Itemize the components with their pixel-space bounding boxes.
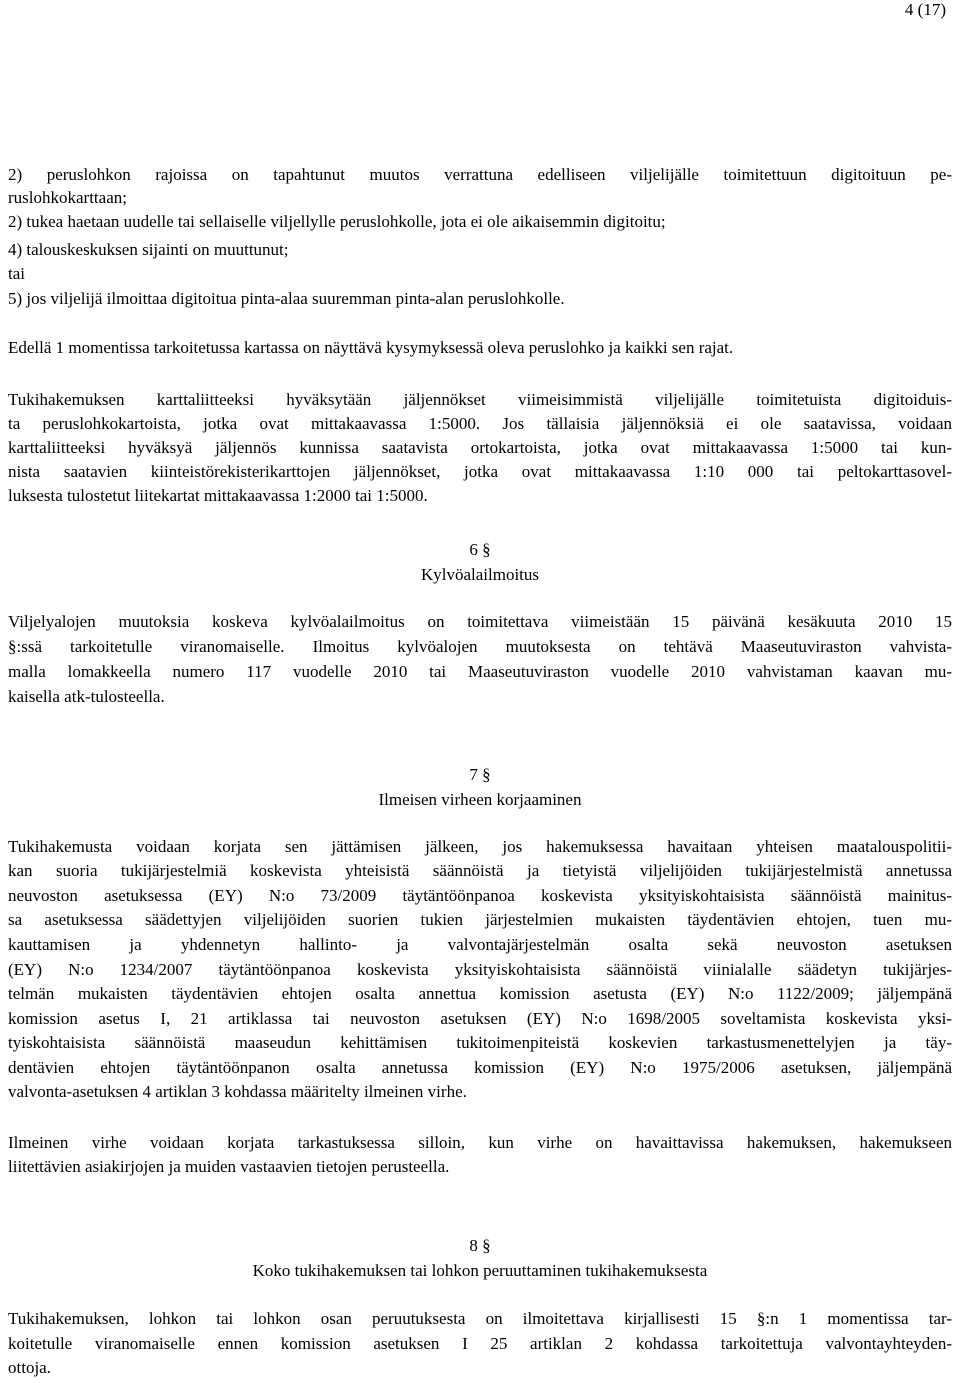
paragraph-line: ottoja.	[8, 1358, 51, 1377]
paragraph-line: tyiskohtaisista säännöistä maaseudun kehittämisen tukitoimenpiteistä koskevien tarkastusmenettelyjen ja täy-	[8, 1033, 952, 1052]
paragraph-line: Edellä 1 momentissa tarkoitetussa kartassa on näyttävä kysymyksessä oleva peruslohko ja kaikki sen rajat.	[8, 338, 734, 357]
paragraph-line: kaisella atk-tulosteella.	[8, 687, 165, 706]
list-item-line: 5) jos viljelijä ilmoittaa digitoitua pinta-alaa suuremman pinta-alan peruslohkolle.	[8, 289, 565, 308]
paragraph-line: kan suoria tukijärjestelmiä koskevista yhteisistä säännöistä ja tietyistä viljelijöiden tukijärjestelmistä annetussa	[8, 861, 952, 880]
paragraph-line: (EY) N:o 1234/2007 täytäntöönpanoa koskevista yksityiskohtaisista säännöistä viinialalle säädetyn tukijärjes-	[8, 960, 952, 979]
paragraph-line: komission asetus I, 21 artiklassa tai neuvoston asetuksen (EY) N:o 1698/2005 soveltamista koskevista yksi-	[8, 1009, 952, 1028]
page-number: 4 (17)	[904, 0, 946, 19]
section-title: Koko tukihakemuksen tai lohkon peruuttaminen tukihakemuksesta	[252, 1261, 708, 1280]
paragraph-line: telmän mukaisten täydentävien ehtojen osalta annettua komission asetusta (EY) N:o 1122/2009; jäljempänä	[8, 984, 952, 1003]
section-number: 8 §	[469, 1236, 491, 1255]
paragraph-line: dentävien ehtojen täytäntöönpanon osalta annetussa komission (EY) N:o 1975/2006 asetuksen, jäljempänä	[8, 1058, 952, 1077]
paragraph-line: ta peruslohkokartoista, jotka ovat mittakaavassa 1:5000. Jos tällaisia jäljennöksiä ei ole saatavissa, voidaan	[8, 414, 952, 433]
list-item-line: tai	[8, 264, 25, 283]
paragraph-line: Viljelyalojen muutoksia koskeva kylvöalailmoitus on toimitettava viimeistään 15 päivänä kesäkuuta 2010 15	[8, 612, 952, 631]
paragraph-line: koitetulle viranomaiselle ennen komission asetuksen I 25 artiklan 2 kohdassa tarkoitettuja valvontayhteyden-	[8, 1334, 952, 1353]
list-item-line: 2) peruslohkon rajoissa on tapahtunut muutos verrattuna edelliseen viljelijälle toimitettuun digitoituun pe-	[8, 165, 952, 184]
section-title: Kylvöalailmoitus	[420, 565, 540, 584]
paragraph-line: malla lomakkeella numero 117 vuodelle 2010 tai Maaseutuviraston vuodelle 2010 vahvistaman kaavan mu-	[8, 662, 952, 681]
list-item-line: 4) talouskeskuksen sijainti on muuttunut;	[8, 240, 289, 259]
list-item-line: ruslohkokarttaan;	[8, 188, 127, 207]
paragraph-line: karttaliitteeksi hyväksyä jäljennös kunnissa saatavista ortokartoista, jotka ovat mittakaavassa 1:5000 tai kun-	[8, 438, 952, 457]
section-title: Ilmeisen virheen korjaaminen	[378, 790, 582, 809]
paragraph-line: Tukihakemuksen, lohkon tai lohkon osan peruutuksesta on ilmoitettava kirjallisesti 15 §:n 1 momentissa tar-	[8, 1309, 952, 1328]
paragraph-line: sa asetuksessa säädettyjen viljelijöiden suorien tukien järjestelmien mukaisten täydentävien ehtojen, tuen mu-	[8, 910, 952, 929]
paragraph-line: nista saatavien kiinteistörekisterikarttojen jäljennökset, jotka ovat mittakaavassa 1:10 000 tai peltokarttasovel-	[8, 462, 952, 481]
paragraph-line: liitettävien asiakirjojen ja muiden vastaavien tietojen perusteella.	[8, 1157, 450, 1176]
section-number: 6 §	[469, 540, 491, 559]
paragraph-line: kauttamisen ja yhdennetyn hallinto- ja valvontajärjestelmän osalta sekä neuvoston asetuksen	[8, 935, 952, 954]
paragraph-line: luksesta tulostetut liitekartat mittakaavassa 1:2000 tai 1:5000.	[8, 486, 428, 505]
paragraph-line: neuvoston asetuksessa (EY) N:o 73/2009 täytäntöönpanoa koskevista yksityiskohtaisista säännöistä mainitus-	[8, 886, 952, 905]
paragraph-line: Tukihakemuksen karttaliitteeksi hyväksytään jäljennökset viimeisimmistä viljelijälle toimitetuista digitoiduis-	[8, 390, 952, 409]
paragraph-line: §:ssä tarkoitetulle viranomaiselle. Ilmoitus kylvöalojen muutoksesta on tehtävä Maaseutuviraston vahvista-	[8, 637, 952, 656]
list-item-line: 2) tukea haetaan uudelle tai sellaiselle viljellylle peruslohkolle, jota ei ole aikaisemmin digitoitu;	[8, 212, 666, 231]
paragraph-line: Ilmeinen virhe voidaan korjata tarkastuksessa silloin, kun virhe on havaittavissa hakemuksen, hakemukseen	[8, 1133, 952, 1152]
section-number: 7 §	[469, 765, 491, 784]
paragraph-line: valvonta-asetuksen 4 artiklan 3 kohdassa määritelty ilmeinen virhe.	[8, 1082, 467, 1101]
paragraph-line: Tukihakemusta voidaan korjata sen jättämisen jälkeen, jos hakemuksessa havaitaan yhteisen maatalouspolitii-	[8, 837, 952, 856]
